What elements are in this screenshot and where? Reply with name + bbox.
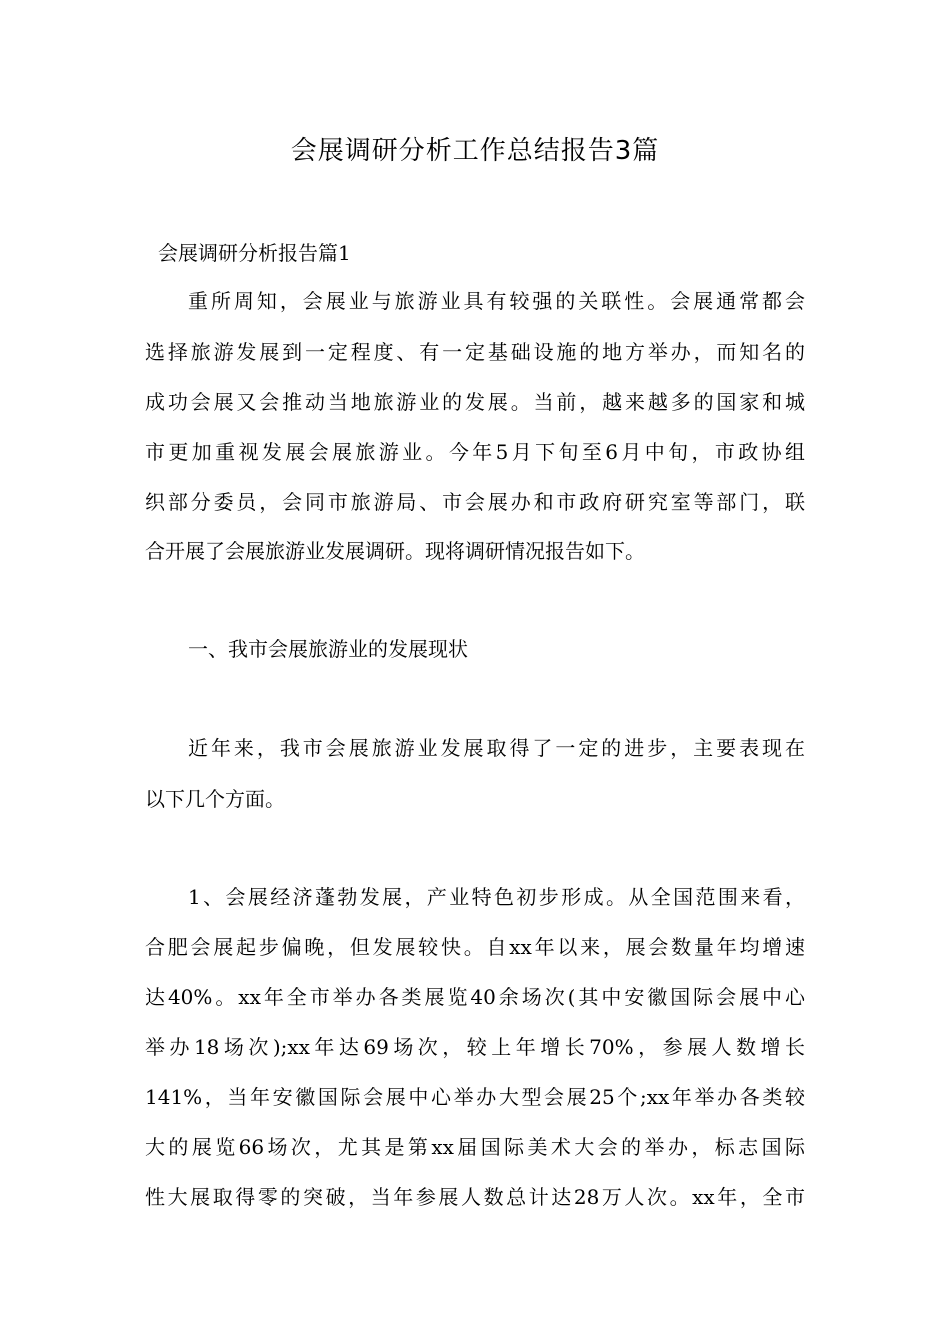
paragraph-line: 织部分委员，会同市旅游局、市会展办和市政府研究室等部门，联: [145, 490, 805, 514]
paragraph-line: 重所周知，会展业与旅游业具有较强的关联性。会展通常都会: [188, 289, 805, 313]
section-heading: 会展调研分析报告篇1: [158, 241, 351, 265]
paragraph-line: 合肥会展起步偏晚，但发展较快。自xx年以来，展会数量年均增速: [145, 935, 805, 959]
paragraph-line: 成功会展又会推动当地旅游业的发展。当前，越来越多的国家和城: [145, 390, 805, 414]
paragraph-line: 举办18场次);xx年达69场次，较上年增长70%，参展人数增长: [145, 1035, 805, 1059]
section-heading: 一、我市会展旅游业的发展现状: [188, 637, 468, 661]
paragraph-line: 性大展取得零的突破，当年参展人数总计达28万人次。xx年，全市: [145, 1185, 805, 1209]
paragraph-line: 近年来，我市会展旅游业发展取得了一定的进步，主要表现在: [188, 736, 805, 760]
document-title: 会展调研分析工作总结报告3篇: [290, 136, 660, 166]
paragraph-line: 达40%。xx年全市举办各类展览40余场次(其中安徽国际会展中心: [145, 985, 805, 1009]
paragraph-line: 合开展了会展旅游业发展调研。现将调研情况报告如下。: [145, 539, 645, 563]
paragraph-line: 市更加重视发展会展旅游业。今年5月下旬至6月中旬，市政协组: [145, 440, 805, 464]
paragraph-line: 大的展览66场次，尤其是第xx届国际美术大会的举办，标志国际: [145, 1135, 805, 1159]
paragraph-line: 选择旅游发展到一定程度、有一定基础设施的地方举办，而知名的: [145, 340, 805, 364]
paragraph-line: 1、会展经济蓬勃发展，产业特色初步形成。从全国范围来看，: [188, 885, 805, 909]
paragraph-line: 以下几个方面。: [145, 787, 285, 811]
paragraph-line: 141%，当年安徽国际会展中心举办大型会展25个;xx年举办各类较: [145, 1085, 805, 1109]
